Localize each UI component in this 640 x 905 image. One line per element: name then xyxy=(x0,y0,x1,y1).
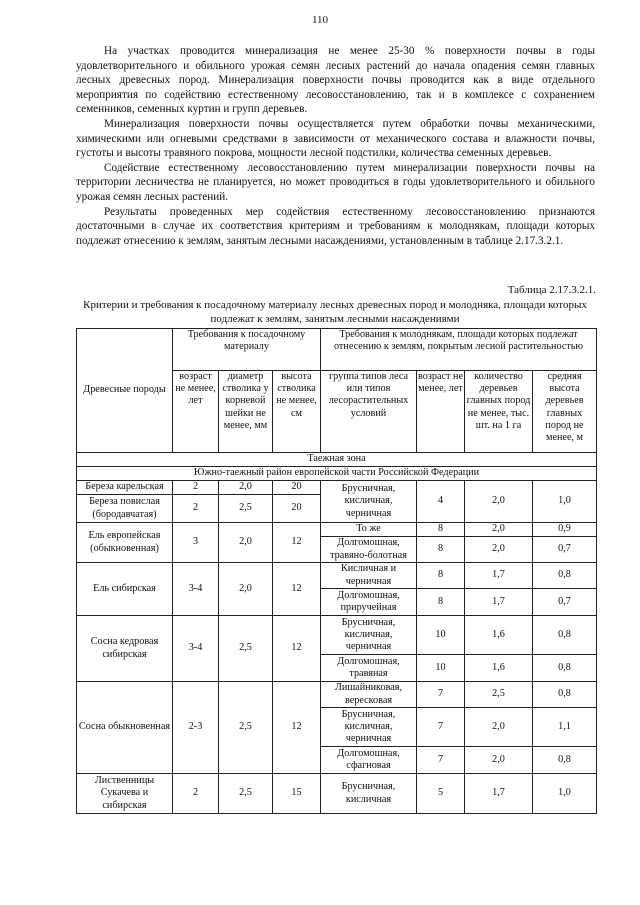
young-height: 0,9 xyxy=(533,523,597,537)
header-count: количество деревьев главных пород не менее, тыс. шт. на 1 га xyxy=(465,371,533,453)
table-label: Таблица 2.17.3.2.1. xyxy=(507,284,596,296)
young-count: 2,0 xyxy=(465,537,533,563)
species-name: Ель европейская (обыкновенная) xyxy=(77,523,173,563)
species-age: 2 xyxy=(173,495,219,523)
species-name: Лиственницы Сукачева и сибирская xyxy=(77,774,173,814)
species-height: 15 xyxy=(273,774,321,814)
young-age: 8 xyxy=(417,523,465,537)
species-height: 20 xyxy=(273,481,321,495)
species-height: 12 xyxy=(273,523,321,563)
page-number: 110 xyxy=(311,14,329,26)
young-count: 1,7 xyxy=(465,563,533,589)
young-height: 1,0 xyxy=(533,774,597,814)
species-age: 2-3 xyxy=(173,682,219,774)
header-forest-type: группа типов леса или типов лесорастительных условий xyxy=(321,371,417,453)
species-age: 3-4 xyxy=(173,616,219,682)
young-forest-type: Долгомошная, приручейная xyxy=(321,589,417,616)
header-young-group: Требования к молоднякам, площади которых подлежат отнесению к землям, покрытым лесной растительностью xyxy=(321,329,597,371)
species-diameter: 2,0 xyxy=(219,563,273,616)
young-count: 1,6 xyxy=(465,655,533,682)
young-height: 0,8 xyxy=(533,747,597,774)
young-height: 0,8 xyxy=(533,616,597,655)
young-height: 1,0 xyxy=(533,481,597,523)
young-count: 2,0 xyxy=(465,747,533,774)
young-forest-type: Брусничная, кисличная, черничная xyxy=(321,616,417,655)
young-count: 2,5 xyxy=(465,682,533,708)
body-text xyxy=(76,44,595,248)
species-diameter: 2,5 xyxy=(219,495,273,523)
young-height: 0,8 xyxy=(533,682,597,708)
species-height: 12 xyxy=(273,563,321,616)
young-forest-type: Лишайниковая, вересковая xyxy=(321,682,417,708)
species-diameter: 2,5 xyxy=(219,682,273,774)
young-forest-type: Брусничная, кисличная, черничная xyxy=(321,481,417,523)
young-age: 8 xyxy=(417,537,465,563)
young-forest-type: Кисличная и черничная xyxy=(321,563,417,589)
paragraph: Содействие естественному лесовосстановлению путем минерализации поверхности почвы на территории лесничества не планируется, но может проводиться в годы удовлетворительного и обильного урожая семян лесных растений. xyxy=(76,161,595,203)
species-name: Ель сибирская xyxy=(77,563,173,616)
young-age: 8 xyxy=(417,589,465,616)
species-height: 20 xyxy=(273,495,321,523)
table-caption: Критерии и требования к посадочному материалу лесных древесных пород и молодняка, площади которых подлежат к землям, занятым лесными насаждениями xyxy=(83,299,587,325)
header-diameter: диаметр стволика у корневой шейки не менее, мм xyxy=(219,371,273,453)
young-age: 8 xyxy=(417,563,465,589)
paragraph: Результаты проведенных мер содействия естественному лесовосстановлению признаются достаточными в случае их соответствия критериям и требованиям к молоднякам, площади которых подлежат отнесению к землям, занятым лесными насаждениями, установленным в таблице 2.17.3.2.1. xyxy=(76,205,595,247)
young-age: 10 xyxy=(417,616,465,655)
young-count: 2,0 xyxy=(465,481,533,523)
young-forest-type: Долгомошная, травяно-болотная xyxy=(321,537,417,563)
young-height: 0,7 xyxy=(533,589,597,616)
young-count: 1,7 xyxy=(465,774,533,814)
young-count: 1,7 xyxy=(465,589,533,616)
species-diameter: 2,5 xyxy=(219,774,273,814)
young-age: 10 xyxy=(417,655,465,682)
species-age: 2 xyxy=(173,774,219,814)
species-age: 3 xyxy=(173,523,219,563)
paragraph: На участках проводится минерализация не менее 25-30 % поверхности почвы в годы удовлетворительного и обильного урожая семян лесных растений до начала опадения семян главных лесных древесных пород. Минерализация поверхности почвы проводится как в виде отдельного мероприятия по содействию естественному лесовосстановлению, так и в комплексе с сохранением семенников, семенных куртин и групп деревьев. xyxy=(76,45,595,116)
species-age: 3-4 xyxy=(173,563,219,616)
young-height: 0,8 xyxy=(533,563,597,589)
young-age: 7 xyxy=(417,747,465,774)
young-age: 5 xyxy=(417,774,465,814)
young-height: 1,1 xyxy=(533,708,597,747)
young-count: 1,6 xyxy=(465,616,533,655)
species-name: Сосна кедровая сибирская xyxy=(77,616,173,682)
requirements-table xyxy=(76,328,597,814)
header-species: Древесные породы xyxy=(77,329,173,453)
species-diameter: 2,5 xyxy=(219,616,273,682)
species-age: 2 xyxy=(173,481,219,495)
young-forest-type: Брусничная, кисличная xyxy=(321,774,417,814)
species-name: Сосна обыкновенная xyxy=(77,682,173,774)
young-height: 0,7 xyxy=(533,537,597,563)
young-height: 0,8 xyxy=(533,655,597,682)
young-age: 4 xyxy=(417,481,465,523)
header-avg-height: средняя высота деревьев главных пород не менее, м xyxy=(533,371,597,453)
header-young-age: возраст не менее, лет xyxy=(417,371,465,453)
header-height: высота стволика не менее, см xyxy=(273,371,321,453)
header-age: возраст не менее, лет xyxy=(173,371,219,453)
zone-row: Таежная зона xyxy=(77,453,597,467)
header-planting-group: Требования к посадочному материалу xyxy=(173,329,321,371)
species-height: 12 xyxy=(273,616,321,682)
young-count: 2,0 xyxy=(465,708,533,747)
young-forest-type: То же xyxy=(321,523,417,537)
species-name: Береза повислая (бородавчатая) xyxy=(77,495,173,523)
species-diameter: 2,0 xyxy=(219,481,273,495)
paragraph: Минерализация поверхности почвы осуществляется путем обработки почвы механическими, химическими или огневыми средствами в зависимости от механического состава и влажности почвы, густоты и высоты травяного покрова, мощности лесной подстилки, количества семенных деревьев. xyxy=(76,117,595,160)
species-name: Береза карельская xyxy=(77,481,173,495)
species-diameter: 2,0 xyxy=(219,523,273,563)
species-height: 12 xyxy=(273,682,321,774)
young-forest-type: Брусничная, кисличная, черничная xyxy=(321,708,417,747)
young-count: 2,0 xyxy=(465,523,533,537)
young-forest-type: Долгомошная, сфагновая xyxy=(321,747,417,774)
young-forest-type: Долгомошная, травяная xyxy=(321,655,417,682)
young-age: 7 xyxy=(417,682,465,708)
young-age: 7 xyxy=(417,708,465,747)
region-row: Южно-таежный район европейской части Российской Федерации xyxy=(77,467,597,481)
